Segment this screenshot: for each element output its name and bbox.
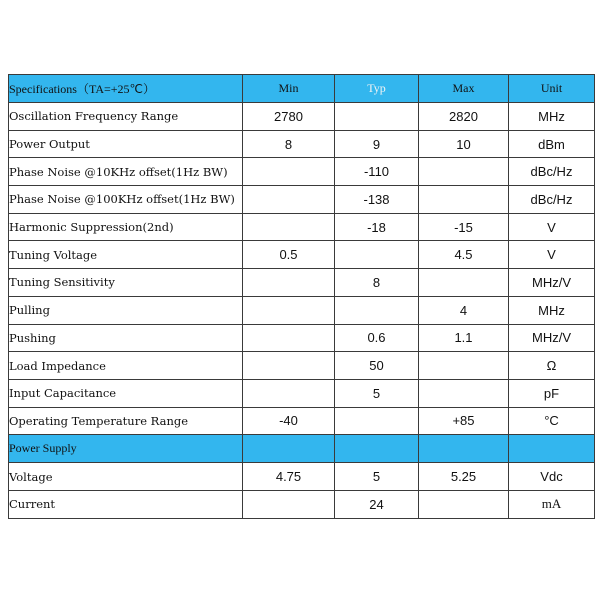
max-value: [419, 158, 509, 186]
parameter-name: Load Impedance: [9, 352, 243, 380]
power-supply-header-cell: [243, 435, 335, 463]
max-value: [419, 490, 509, 518]
max-value: 2820: [419, 103, 509, 131]
min-value: [243, 158, 335, 186]
max-value: [419, 379, 509, 407]
max-value: 1.1: [419, 324, 509, 352]
max-value: 5.25: [419, 463, 509, 491]
unit-value: Vdc: [509, 463, 595, 491]
spec-row: [9, 241, 595, 269]
typ-value: 5: [335, 463, 419, 491]
typ-value: 5: [335, 379, 419, 407]
unit-value: °C: [509, 407, 595, 435]
min-value: 4.75: [243, 463, 335, 491]
power-supply-label: Power Supply: [9, 435, 243, 463]
spec-row: [9, 324, 595, 352]
max-value: -15: [419, 213, 509, 241]
spec-row: [9, 213, 595, 241]
unit-value: V: [509, 241, 595, 269]
spec-row: [9, 352, 595, 380]
typ-value: [335, 296, 419, 324]
unit-value: MHz/V: [509, 324, 595, 352]
power-supply-header-cell: [509, 435, 595, 463]
min-value: [243, 379, 335, 407]
parameter-name: Voltage: [9, 463, 243, 491]
max-value: [419, 186, 509, 214]
typ-value: 24: [335, 490, 419, 518]
min-value: [243, 213, 335, 241]
spec-row: [9, 379, 595, 407]
unit-value: dBc/Hz: [509, 158, 595, 186]
specifications-table: [8, 74, 595, 519]
parameter-name: Power Output: [9, 130, 243, 158]
spec-row: [9, 296, 595, 324]
parameter-name: Phase Noise @10KHz offset(1Hz BW): [9, 158, 243, 186]
parameter-name: Pulling: [9, 296, 243, 324]
specifications-table-body: [9, 75, 595, 519]
spec-row: [9, 130, 595, 158]
parameter-name: Input Capacitance: [9, 379, 243, 407]
unit-value: MHz: [509, 103, 595, 131]
typ-value: -110: [335, 158, 419, 186]
min-value: [243, 324, 335, 352]
min-value: [243, 352, 335, 380]
parameter-name: Pushing: [9, 324, 243, 352]
power-supply-row: [9, 463, 595, 491]
spec-row: [9, 103, 595, 131]
unit-column-header: Unit: [509, 75, 595, 103]
typ-value: 0.6: [335, 324, 419, 352]
max-value: 4.5: [419, 241, 509, 269]
typ-value: [335, 241, 419, 269]
typ-value: -138: [335, 186, 419, 214]
typ-value: [335, 103, 419, 131]
max-column-header: Max: [419, 75, 509, 103]
spec-row: [9, 158, 595, 186]
typ-value: 50: [335, 352, 419, 380]
unit-value: mA: [509, 490, 595, 518]
min-column-header: Min: [243, 75, 335, 103]
min-value: -40: [243, 407, 335, 435]
parameter-name: Phase Noise @100KHz offset(1Hz BW): [9, 186, 243, 214]
parameter-name: Operating Temperature Range: [9, 407, 243, 435]
min-value: [243, 269, 335, 297]
min-value: 2780: [243, 103, 335, 131]
spec-row: [9, 269, 595, 297]
min-value: [243, 490, 335, 518]
typ-value: 8: [335, 269, 419, 297]
parameter-name: Oscillation Frequency Range: [9, 103, 243, 131]
specifications-header-label: Specifications（TA=+25℃）: [9, 75, 243, 103]
unit-value: V: [509, 213, 595, 241]
min-value: 8: [243, 130, 335, 158]
power-supply-header-cell: [335, 435, 419, 463]
typ-column-header: Typ: [335, 75, 419, 103]
parameter-name: Tuning Voltage: [9, 241, 243, 269]
spec-row: [9, 186, 595, 214]
unit-value: pF: [509, 379, 595, 407]
max-value: [419, 269, 509, 297]
unit-value: Ω: [509, 352, 595, 380]
typ-value: 9: [335, 130, 419, 158]
parameter-name: Current: [9, 490, 243, 518]
min-value: [243, 296, 335, 324]
parameter-name: Tuning Sensitivity: [9, 269, 243, 297]
power-supply-header-row: [9, 435, 595, 463]
max-value: +85: [419, 407, 509, 435]
unit-value: dBc/Hz: [509, 186, 595, 214]
unit-value: dBm: [509, 130, 595, 158]
unit-value: MHz: [509, 296, 595, 324]
unit-value: MHz/V: [509, 269, 595, 297]
power-supply-row: [9, 490, 595, 518]
spec-row: [9, 407, 595, 435]
max-value: [419, 352, 509, 380]
max-value: 10: [419, 130, 509, 158]
max-value: 4: [419, 296, 509, 324]
typ-value: -18: [335, 213, 419, 241]
min-value: [243, 186, 335, 214]
min-value: 0.5: [243, 241, 335, 269]
specifications-header-row: [9, 75, 595, 103]
parameter-name: Harmonic Suppression(2nd): [9, 213, 243, 241]
typ-value: [335, 407, 419, 435]
power-supply-header-cell: [419, 435, 509, 463]
